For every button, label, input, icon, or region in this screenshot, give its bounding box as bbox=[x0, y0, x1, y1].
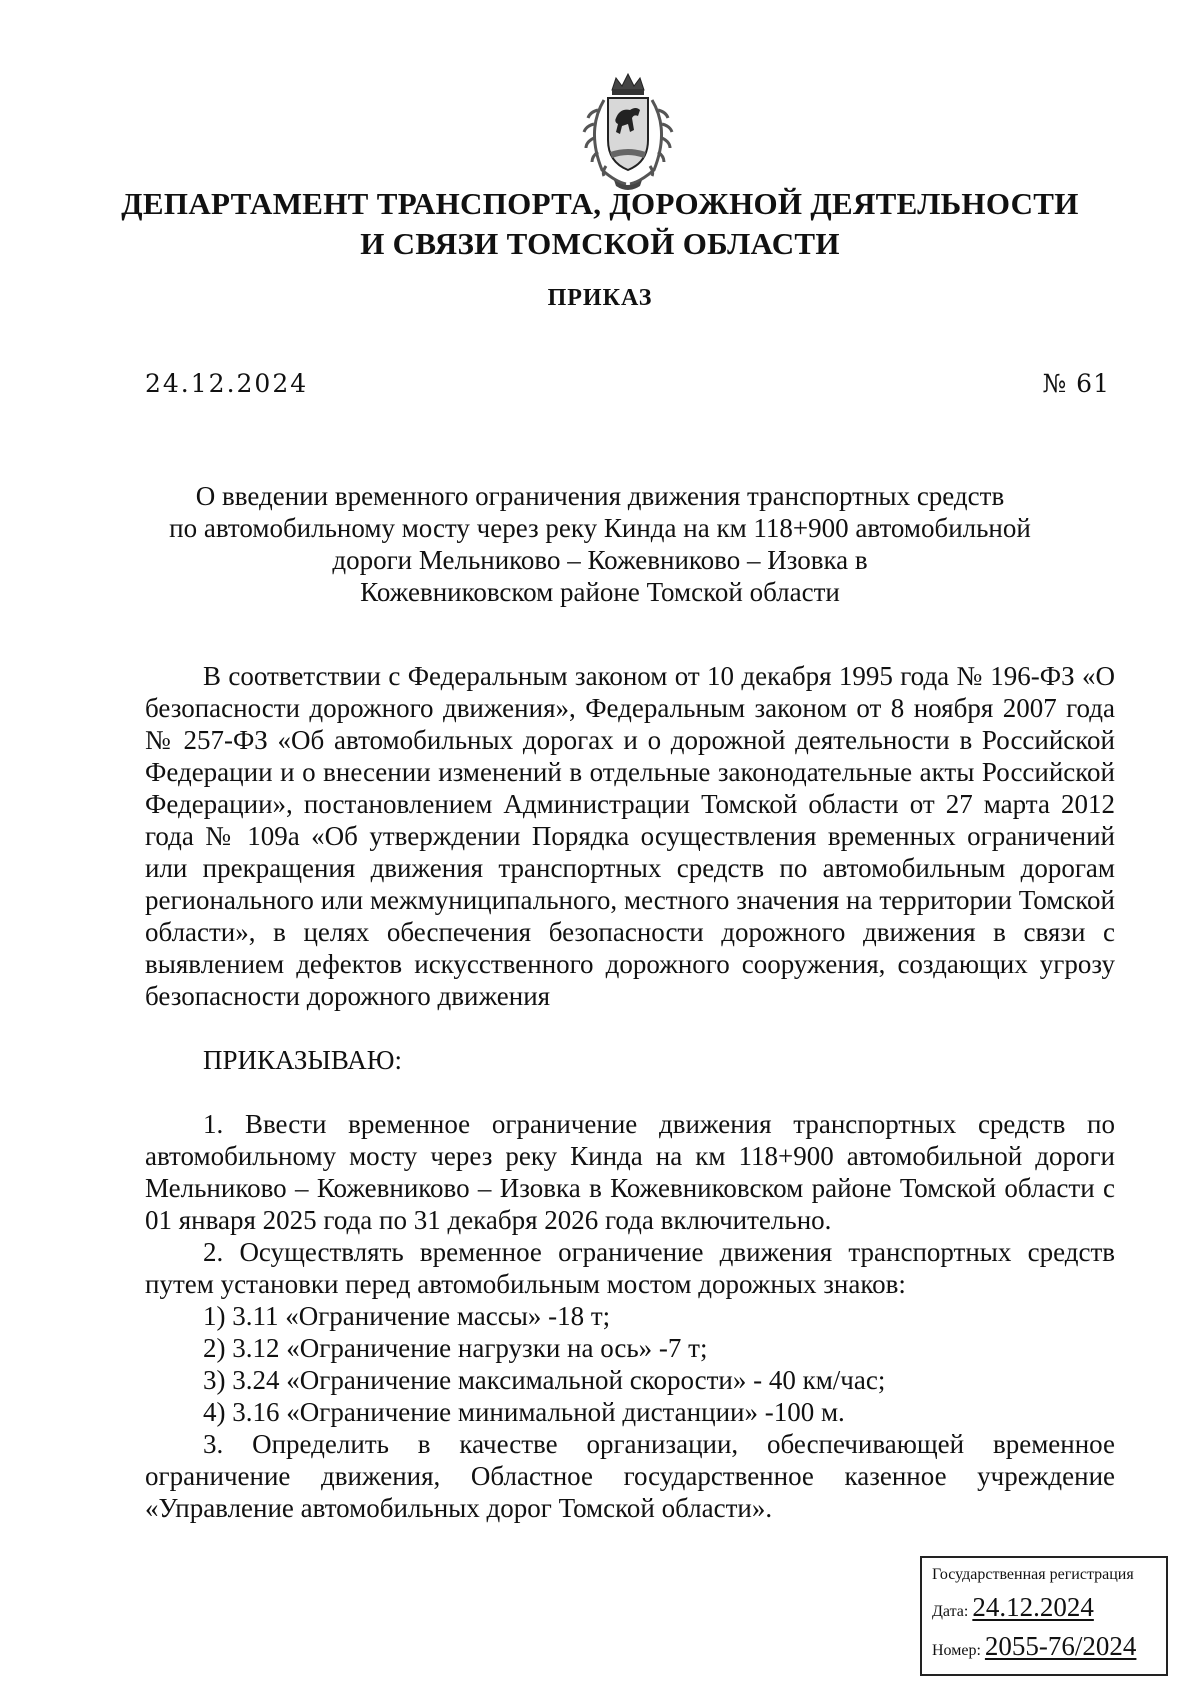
stamp-date-row bbox=[932, 1590, 1156, 1629]
order-subject bbox=[150, 480, 1050, 608]
subject-line: дороги Мельниково – Кожевниково – Изовка в bbox=[332, 545, 868, 575]
coat-of-arms-emblem bbox=[568, 70, 688, 194]
stamp-number-row bbox=[932, 1629, 1156, 1668]
order-item-1: 1. Ввести временное ограничение движения транспортных средств по автомобильному мосту через реку Кинда на км 118+900 автомобильной дороги Мельниково – Кожевниково – Изовка в Кожевниковском районе Томской области с 01 января 2025 года по 31 декабря 2026 года включительно. bbox=[145, 1109, 1115, 1235]
order-body bbox=[145, 660, 1115, 1524]
order-date: 24.12.2024 bbox=[145, 369, 309, 398]
subject-line: О введении временного ограничения движения транспортных средств bbox=[195, 481, 1005, 511]
stamp-date-label: Дата: bbox=[932, 1603, 969, 1620]
department-title-line1: ДЕПАРТАМЕНТ ТРАНСПОРТА, ДОРОЖНОЙ ДЕЯТЕЛЬНОСТИ bbox=[121, 186, 1079, 221]
stamp-date-value: 24.12.2024 bbox=[972, 1592, 1094, 1622]
preamble-paragraph: В соответствии с Федеральным законом от 10 декабря 1995 года № 196-ФЗ «О безопасности дорожного движения», Федеральным законом от 8 ноября 2007 года № 257-ФЗ «Об автомобильных дорогах и о дорожной деятельности в Российской Федерации и о внесении изменений в отдельные законодательные акты Российской Федерации», постановлением Администрации Томской области от 27 марта 2012 года № 109а «Об утверждении Порядка осуществления временных ограничений или прекращения движения транспортных средств по автомобильным дорогам регионального или межмуниципального, местного значения на территории Томской области», в целях обеспечения безопасности дорожного движения в связи с выявлением дефектов искусственного дорожного сооружения, создающих угрозу безопасности дорожного движения bbox=[145, 661, 1115, 1011]
document-type-title: ПРИКАЗ bbox=[547, 285, 653, 311]
road-sign-item: 2) 3.12 «Ограничение нагрузки на ось» -7 т; bbox=[203, 1333, 708, 1363]
order-item-2: 2. Осуществлять временное ограничение движения транспортных средств путем установки перед автомобильным мостом дорожных знаков: bbox=[145, 1237, 1115, 1299]
road-sign-item: 3) 3.24 «Ограничение максимальной скорости» - 40 км/час; bbox=[203, 1365, 886, 1395]
orders-heading: ПРИКАЗЫВАЮ: bbox=[203, 1045, 402, 1075]
road-sign-item: 1) 3.11 «Ограничение массы» -18 т; bbox=[203, 1301, 611, 1331]
registration-stamp bbox=[920, 1556, 1168, 1676]
stamp-title: Государственная регистрация bbox=[932, 1566, 1134, 1583]
subject-line: по автомобильному мосту через реку Кинда на км 118+900 автомобильной bbox=[169, 513, 1031, 543]
order-number: № 61 bbox=[1042, 369, 1110, 398]
department-title-line2: И СВЯЗИ ТОМСКОЙ ОБЛАСТИ bbox=[360, 226, 840, 261]
stamp-number-label: Номер: bbox=[932, 1642, 981, 1659]
subject-line: Кожевниковском районе Томской области bbox=[360, 577, 840, 607]
road-sign-item: 4) 3.16 «Ограничение минимальной дистанции» -100 м. bbox=[203, 1397, 845, 1427]
stamp-number-value: 2055-76/2024 bbox=[984, 1631, 1137, 1661]
order-item-3: 3. Определить в качестве организации, обеспечивающей временное ограничение движения, Областное государственное казенное учреждение «Управление автомобильных дорог Томской области». bbox=[145, 1429, 1115, 1523]
